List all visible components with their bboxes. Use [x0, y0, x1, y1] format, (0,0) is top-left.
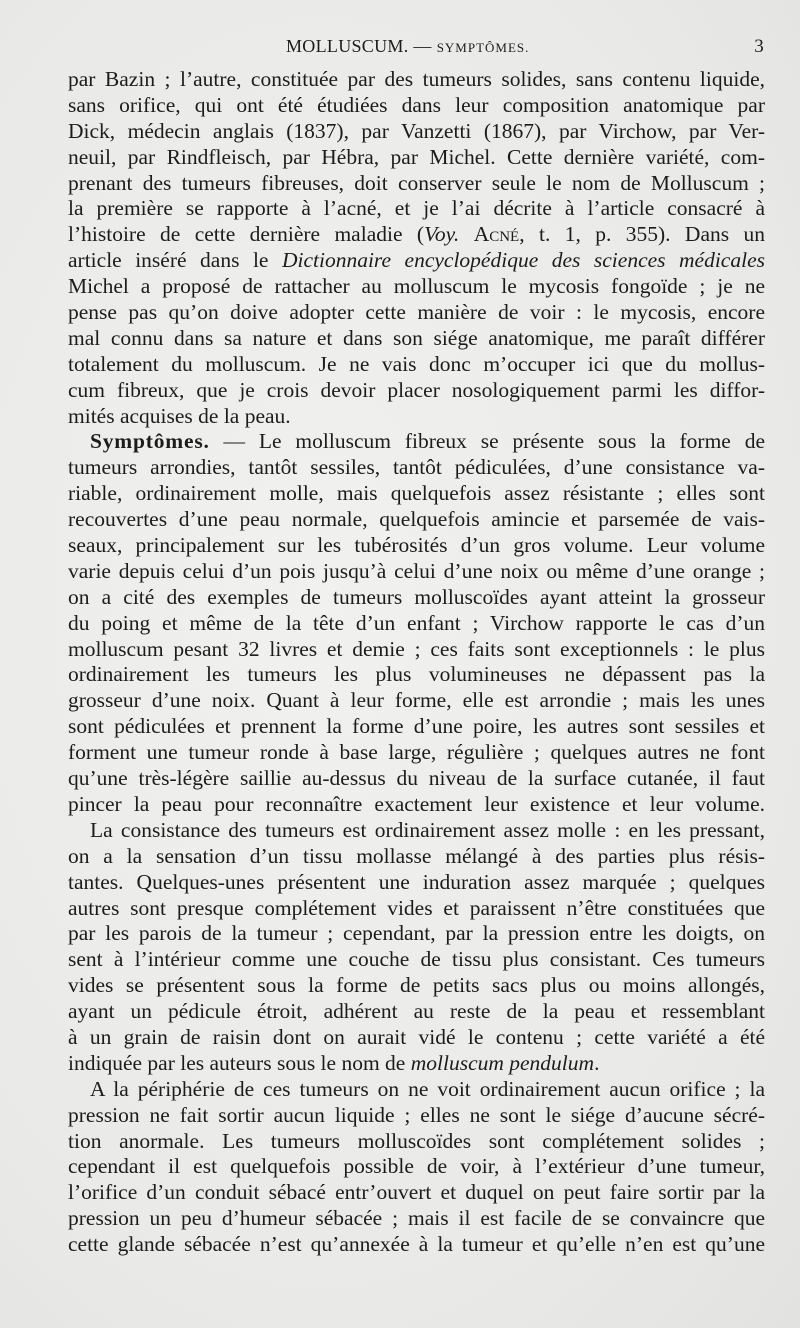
text-segment: Voy. — [424, 222, 460, 247]
text-line — [68, 947, 765, 973]
text-line — [68, 662, 765, 688]
text-segment: l’histoire de cette dernière maladie ( — [68, 222, 425, 247]
text-segment: l’orifice d’un conduit sébacé entr’ouvert et duquel on peut faire sortir par la — [68, 1180, 765, 1205]
text-segment: neuil, par Rindfleisch, par Hébra, par Michel. Cette dernière variété, com- — [68, 144, 765, 169]
text-segment: Dictionnaire encyclopédique des sciences médicales — [281, 248, 765, 273]
page-number: 3 — [754, 36, 764, 57]
running-header — [68, 36, 764, 62]
text-line — [68, 455, 765, 481]
text-line — [68, 1154, 765, 1180]
text-segment: tumeurs arrondies, tantôt sessiles, tantôt pédiculées, d’une consistance va- — [68, 455, 765, 480]
text-line — [68, 559, 765, 585]
text-segment: sans orifice, qui ont été étudiées dans leur composition anatomique par — [68, 92, 765, 117]
text-line — [68, 1077, 765, 1103]
text-line — [68, 93, 765, 119]
text-segment: forment une tumeur ronde à base large, régulière ; quelques autres ne font — [68, 740, 765, 765]
text-segment: cependant il est quelquefois possible de voir, à l’extérieur d’une tumeur, — [68, 1154, 765, 1179]
text-line — [68, 300, 765, 326]
running-title-main: MOLLUSCUM. — — [286, 36, 432, 56]
text-line — [68, 222, 765, 248]
text-segment: on a la sensation d’un tissu mollasse mélangé à des parties plus résis- — [68, 843, 765, 868]
text-segment — [459, 222, 473, 246]
text-segment: autres sont presque complétement vides et paraissent n’être constituées que — [68, 895, 765, 920]
text-line — [68, 145, 765, 171]
text-segment: par les parois de la tumeur ; cependant, par la pression entre les doigts, on — [68, 921, 765, 946]
section-heading: Symptômes. — [90, 429, 210, 454]
text-segment: totalement du molluscum. Je ne vais donc m’occuper ici que du mollus- — [68, 351, 765, 376]
text-segment: Acné — [473, 222, 520, 247]
text-segment: cette glande sébacée n’est qu’annexée à la tumeur et qu’elle n’en est qu’une — [68, 1232, 765, 1257]
text-segment: par Bazin ; l’autre, constituée par des tumeurs solides, sans contenu liquide, — [68, 67, 765, 91]
text-segment: pression un peu d’humeur sébacée ; mais il est facile de se convaincre que — [68, 1206, 765, 1231]
text-line — [68, 1051, 765, 1077]
text-line — [68, 973, 765, 999]
text-line — [68, 637, 765, 663]
text-segment: mités acquises de la peau. — [68, 403, 291, 428]
text-line — [68, 507, 765, 533]
text-segment: recouvertes d’une peau normale, quelquefois amincie et parsemée de vais- — [68, 507, 765, 532]
text-line — [68, 688, 765, 714]
text-segment: ayant un pédicule étroit, adhérent au reste de la peau et ressemblant — [68, 999, 765, 1024]
text-segment: mal connu dans sa nature et dans son siége anatomique, me paraît différer — [68, 325, 765, 350]
text-line — [68, 870, 765, 896]
text-segment: du poing et même de la tête d’un enfant ; Virchow rapporte le cas d’un — [68, 610, 765, 635]
text-segment: riable, ordinairement molle, mais quelquefois assez résistante ; elles sont — [68, 481, 765, 506]
text-segment: article inséré dans le — [68, 248, 282, 273]
text-line — [68, 352, 765, 378]
text-line — [68, 766, 765, 792]
body-text — [68, 67, 765, 1258]
text-segment: pincer la peau pour reconnaître exactement leur existence et leur volume. — [68, 791, 765, 816]
text-line — [68, 896, 765, 922]
text-segment: ordinairement les tumeurs les plus volumineuses ne dépassent pas la — [68, 662, 765, 687]
text-line — [68, 585, 765, 611]
text-segment: indiquée par les auteurs sous le nom de — [68, 1050, 411, 1075]
text-segment: Michel a proposé de rattacher au molluscum le mycosis fongoïde ; je ne — [68, 274, 765, 299]
running-title-section: SYMPTÔMES. — [436, 40, 530, 55]
text-line — [68, 67, 765, 93]
text-line — [68, 740, 765, 766]
text-segment: à un grain de raisin dont on aurait vidé le contenu ; cette variété a été — [68, 1024, 765, 1049]
text-segment: Dick, médecin anglais (1837), par Vanzetti (1867), par Virchow, par Ver- — [68, 118, 765, 143]
running-title — [286, 36, 529, 58]
text-segment: pression ne fait sortir aucun liquide ; elles ne sont le siége d’aucune sécré- — [68, 1102, 765, 1127]
text-line — [68, 404, 765, 430]
text-line — [68, 1129, 765, 1155]
text-segment: . — [594, 1050, 600, 1075]
text-line — [68, 248, 765, 274]
text-line — [68, 921, 765, 947]
text-segment: on a cité des exemples de tumeurs molluscoïdes ayant atteint la grosseur — [68, 584, 765, 609]
text-segment: — Le molluscum fibreux se présente sous la forme de — [209, 429, 765, 454]
text-line — [68, 481, 765, 507]
text-segment: La consistance des tumeurs est ordinairement assez molle : en les pressant, — [90, 817, 765, 842]
text-line — [68, 844, 765, 870]
text-segment: seaux, principalement sur les tubérosités d’un gros volume. Leur volume — [68, 533, 765, 558]
text-segment: prenant des tumeurs fibreuses, doit conserver seule le nom de Molluscum ; — [68, 170, 765, 195]
text-line — [68, 119, 765, 145]
text-line — [68, 1206, 765, 1232]
text-segment: A la périphérie de ces tumeurs on ne voit ordinairement aucun orifice ; la — [90, 1076, 765, 1101]
text-line — [68, 611, 765, 637]
text-segment: tion anormale. Les tumeurs molluscoïdes sont complétement solides ; — [68, 1128, 765, 1153]
text-line — [68, 999, 765, 1025]
text-segment: vides se présentent sous la forme de petits sacs plus ou moins allongés, — [68, 973, 765, 998]
text-segment: , t. 1, p. 355). Dans un — [519, 222, 765, 247]
text-line — [68, 196, 765, 222]
text-line — [68, 1232, 765, 1258]
text-line — [68, 1180, 765, 1206]
text-segment: sent à l’intérieur comme une couche de tissu plus consistant. Ces tumeurs — [68, 947, 765, 972]
text-segment: varie depuis celui d’un pois jusqu’à celui d’une noix ou même d’une orange ; — [68, 558, 765, 583]
text-line — [68, 1025, 765, 1051]
text-line — [68, 818, 765, 844]
text-segment: qu’une très-légère saillie au-dessus du niveau de la surface cutanée, il faut — [68, 766, 765, 791]
text-line — [68, 714, 765, 740]
text-segment: cum fibreux, que je crois devoir placer nosologiquement parmi les diffor- — [68, 377, 765, 402]
text-segment: tantes. Quelques-unes présentent une induration assez marquée ; quelques — [68, 869, 765, 894]
text-segment: pense pas qu’on doive adopter cette manière de voir : le mycosis, encore — [68, 300, 765, 325]
text-segment: molluscum pesant 32 livres et demie ; ces faits sont exceptionnels : le plus — [68, 636, 765, 661]
text-segment: molluscum pendulum — [410, 1050, 595, 1075]
text-line — [68, 326, 765, 352]
text-segment: sont pédiculées et prennent la forme d’une poire, les autres sont sessiles et — [68, 714, 765, 739]
text-line — [68, 171, 765, 197]
text-line — [68, 533, 765, 559]
text-line — [68, 1103, 765, 1129]
text-segment: la première se rapporte à l’acné, et je l’ai décrite à l’article consacré à — [68, 196, 765, 221]
text-line — [68, 274, 765, 300]
text-line — [68, 378, 765, 404]
text-segment: grosseur d’une noix. Quant à leur forme, elle est arrondie ; mais les unes — [68, 688, 765, 713]
text-line — [68, 429, 765, 455]
text-line — [68, 792, 765, 818]
